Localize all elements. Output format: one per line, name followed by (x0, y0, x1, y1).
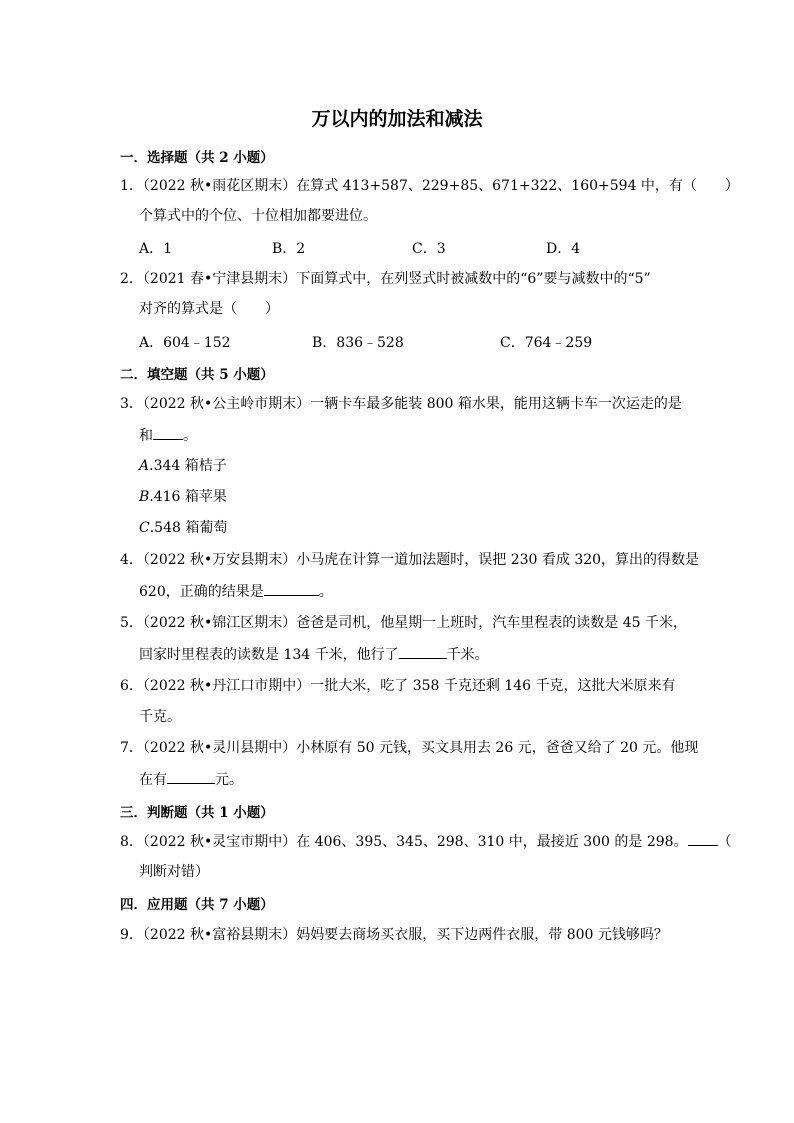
question-3-item-c (139, 518, 227, 538)
question-8-line-1 (120, 831, 732, 852)
section-heading-choice: 一．选择题（共 2 小题） (120, 150, 274, 166)
question-1-option-b: B．2 (272, 241, 306, 257)
section-heading-fill-blank: 二．填空题（共 5 小题） (120, 367, 274, 383)
question-1-option-d: D．4 (546, 241, 581, 257)
question-1-option-a: A．1 (139, 241, 173, 257)
question-3-text-a: 和 (139, 428, 153, 444)
question-7-text-b: 元。 (215, 772, 243, 788)
question-3-line-1: 3．（2022 秋•公主岭市期末）一辆卡车最多能装 800 箱水果，能用这辆卡车一次运走的是 (120, 396, 682, 412)
answer-blank[interactable] (688, 831, 718, 846)
item-text: .416 箱苹果 (149, 489, 227, 505)
page-title: 万以内的加法和减法 (311, 108, 483, 130)
answer-blank[interactable] (264, 581, 319, 596)
item-text: .344 箱桔子 (149, 458, 227, 474)
question-3-item-b (139, 487, 227, 507)
question-2-line-1: 2．（2021 春•宁津县期末）下面算式中，在列竖式时被减数中的“6”要与减数中的“5” (120, 271, 651, 287)
question-2-option-a: A．604﹣152 (139, 335, 231, 351)
item-letter: C (139, 520, 150, 536)
answer-blank[interactable] (399, 644, 447, 659)
question-4-text-b: 。 (318, 584, 333, 600)
question-3-text-b: 。 (183, 428, 197, 444)
question-5-text-b: 千米。 (446, 647, 489, 663)
question-5-line-2 (139, 644, 489, 665)
question-4-text-a: 620，正确的结果是 (139, 584, 264, 600)
question-3-line-2 (139, 425, 197, 446)
question-5-line-1: 5．（2022 秋•锦江区期末）爸爸是司机，他星期一上班时，汽车里程表的读数是 45 千米， (120, 615, 687, 631)
question-8-text-b: （ (717, 834, 732, 850)
question-1-option-c: C．3 (412, 241, 446, 257)
question-6-line-1: 6．（2022 秋•丹江口市期中）一批大米，吃了 358 千克还剩 146 千克，这批大米原来有 (120, 678, 676, 694)
question-9-line-1: 9．（2022 秋•富裕县期末）妈妈要去商场买衣服，买下边两件衣服，带 800 元钱够吗？ (120, 927, 668, 943)
question-1-line-2: 个算式中的个位、十位相加都要进位。 (139, 208, 377, 224)
question-4-line-1: 4．（2022 秋•万安县期末）小马虎在计算一道加法题时，误把 230 看成 320，算出的得数是 (120, 552, 700, 568)
question-1-line-1: 1．（2022 秋•雨花区期末）在算式 413+587、229+85、671+322、160+594 中，有（ ） (120, 178, 739, 194)
answer-blank[interactable] (167, 769, 215, 784)
question-6-line-2: 千克。 (139, 709, 181, 725)
question-7-line-2 (139, 769, 243, 790)
question-5-text-a: 回家时里程表的读数是 134 千米，他行了 (139, 647, 399, 663)
question-2-option-c: C．764﹣259 (500, 335, 593, 351)
section-heading-true-false: 三．判断题（共 1 小题） (120, 805, 274, 821)
question-7-line-1: 7．（2022 秋•灵川县期中）小林原有 50 元钱，买文具用去 26 元，爸爸又给了 20 元。他现 (120, 740, 699, 756)
question-8-text-a: 8．（2022 秋•灵宝市期中）在 406、395、345、298、310 中，最接近 300 的是 298。 (120, 834, 688, 850)
question-2-line-2: 对齐的算式是（ ） (139, 301, 279, 317)
item-letter: B (139, 489, 150, 505)
item-letter: A (139, 458, 150, 474)
question-3-item-a (139, 456, 227, 476)
question-2-option-b: B．836﹣528 (312, 335, 404, 351)
question-8-line-2: 判断对错） (139, 864, 209, 880)
question-7-text-a: 在有 (139, 772, 167, 788)
answer-blank[interactable] (153, 425, 183, 440)
item-text: .548 箱葡萄 (149, 520, 228, 536)
section-heading-application: 四．应用题（共 7 小题） (120, 897, 274, 913)
question-4-line-2 (139, 581, 333, 602)
